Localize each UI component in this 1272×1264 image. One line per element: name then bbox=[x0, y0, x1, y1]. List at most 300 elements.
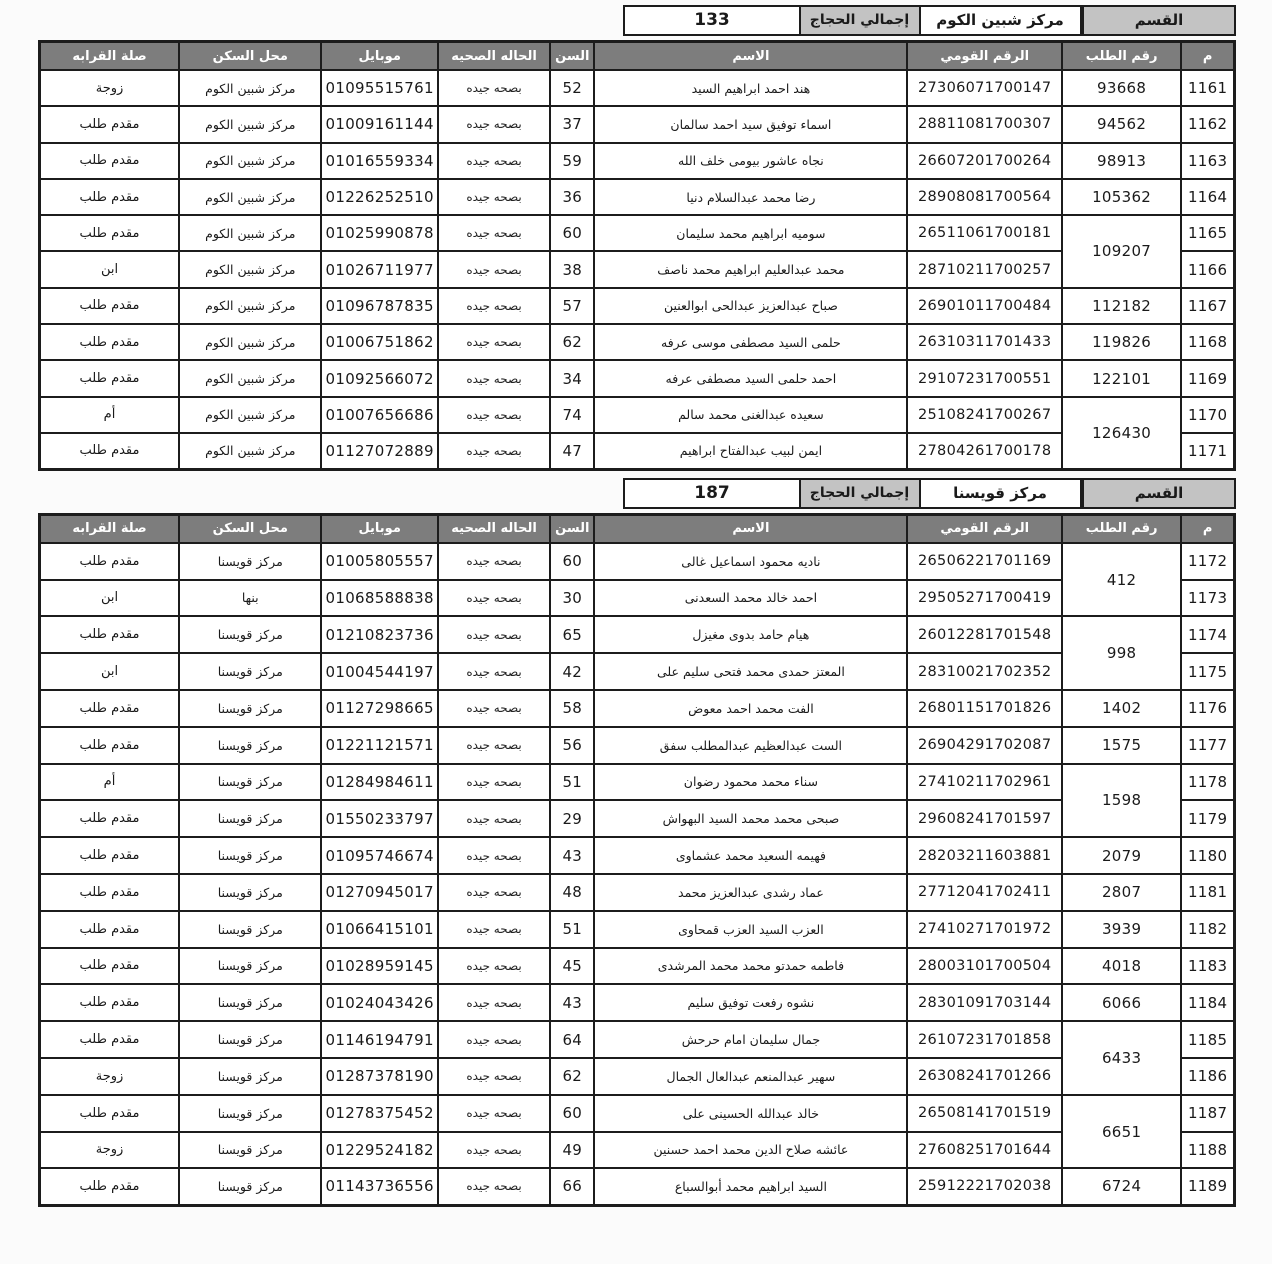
cell-age: 64 bbox=[550, 1021, 594, 1058]
col-header-nid: الرقم القومي bbox=[907, 42, 1062, 71]
cell-mobile: 01550233797 bbox=[321, 800, 437, 837]
cell-national-id: 26801151701826 bbox=[907, 690, 1062, 727]
cell-national-id: 29608241701597 bbox=[907, 800, 1062, 837]
cell-residence: مركز شبين الكوم bbox=[179, 143, 321, 179]
table-row bbox=[40, 143, 1235, 179]
cell-health-status: بصحه جيده bbox=[438, 360, 550, 396]
col-header-no: م bbox=[1181, 514, 1234, 543]
cell-row-number: 1168 bbox=[1181, 324, 1234, 360]
cell-national-id: 26508141701519 bbox=[907, 1095, 1062, 1132]
col-header-request: رقم الطلب bbox=[1062, 42, 1181, 71]
table-row bbox=[40, 215, 1235, 251]
cell-row-number: 1189 bbox=[1181, 1168, 1234, 1205]
col-header-age: السن bbox=[550, 42, 594, 71]
cell-age: 49 bbox=[550, 1132, 594, 1169]
cell-relationship: مقدم طلب bbox=[40, 360, 180, 396]
cell-name: صبحى محمد محمد السيد البهواش bbox=[594, 800, 907, 837]
cell-age: 56 bbox=[550, 727, 594, 764]
cell-national-id: 26308241701266 bbox=[907, 1058, 1062, 1095]
cell-age: 30 bbox=[550, 580, 594, 617]
table-row bbox=[40, 911, 1235, 948]
cell-national-id: 29107231700551 bbox=[907, 360, 1062, 396]
cell-name: عماد رشدى عبدالعزيز محمد bbox=[594, 874, 907, 911]
cell-residence: مركز شبين الكوم bbox=[179, 324, 321, 360]
cell-request-number: 112182 bbox=[1062, 288, 1181, 324]
cell-mobile: 01028959145 bbox=[321, 948, 437, 985]
cell-mobile: 01095515761 bbox=[321, 70, 437, 106]
cell-health-status: بصحه جيده bbox=[438, 948, 550, 985]
table-1-body bbox=[40, 70, 1235, 469]
cell-residence: مركز قويسنا bbox=[179, 1058, 321, 1095]
cell-name: فاطمه حمدتو محمد محمد المرشدى bbox=[594, 948, 907, 985]
cell-relationship: ابن bbox=[40, 580, 180, 617]
cell-request-number: 998 bbox=[1062, 616, 1181, 690]
table-row bbox=[40, 433, 1235, 469]
col-header-residence: محل السكن bbox=[179, 42, 321, 71]
cell-row-number: 1186 bbox=[1181, 1058, 1234, 1095]
cell-health-status: بصحه جيده bbox=[438, 324, 550, 360]
cell-row-number: 1185 bbox=[1181, 1021, 1234, 1058]
cell-row-number: 1177 bbox=[1181, 727, 1234, 764]
cell-request-number: 105362 bbox=[1062, 179, 1181, 215]
cell-health-status: بصحه جيده bbox=[438, 727, 550, 764]
cell-age: 62 bbox=[550, 324, 594, 360]
cell-name: احمد حلمى السيد مصطفى عرفه bbox=[594, 360, 907, 396]
cell-health-status: بصحه جيده bbox=[438, 433, 550, 469]
cell-residence: مركز قويسنا bbox=[179, 984, 321, 1021]
cell-health-status: بصحه جيده bbox=[438, 984, 550, 1021]
cell-residence: مركز قويسنا bbox=[179, 1021, 321, 1058]
cell-name: سهير عبدالمنعم عبدالعال الجمال bbox=[594, 1058, 907, 1095]
col-header-age: السن bbox=[550, 514, 594, 543]
cell-age: 43 bbox=[550, 984, 594, 1021]
cell-residence: مركز شبين الكوم bbox=[179, 251, 321, 287]
cell-residence: مركز قويسنا bbox=[179, 690, 321, 727]
table-row bbox=[40, 580, 1235, 617]
cell-relationship: مقدم طلب bbox=[40, 1021, 180, 1058]
pilgrims-table-section-2 bbox=[38, 513, 1236, 1207]
cell-row-number: 1188 bbox=[1181, 1132, 1234, 1169]
section-2-dept-label: القسم bbox=[1082, 478, 1236, 509]
table-row bbox=[40, 800, 1235, 837]
section-1-header-band bbox=[36, 5, 1236, 36]
cell-name: سعيده عبدالغنى محمد سالم bbox=[594, 397, 907, 433]
cell-mobile: 01095746674 bbox=[321, 837, 437, 874]
cell-row-number: 1181 bbox=[1181, 874, 1234, 911]
cell-health-status: بصحه جيده bbox=[438, 1132, 550, 1169]
section-2-total-value: 187 bbox=[623, 478, 801, 509]
cell-relationship: مقدم طلب bbox=[40, 800, 180, 837]
cell-mobile: 01009161144 bbox=[321, 106, 437, 142]
cell-request-number: 126430 bbox=[1062, 397, 1181, 470]
cell-relationship: مقدم طلب bbox=[40, 1168, 180, 1205]
pilgrims-table-section-1 bbox=[38, 40, 1236, 471]
col-header-relation: صلة القرابه bbox=[40, 514, 180, 543]
cell-residence: مركز شبين الكوم bbox=[179, 433, 321, 469]
table-row bbox=[40, 1168, 1235, 1205]
cell-relationship: مقدم طلب bbox=[40, 948, 180, 985]
cell-residence: مركز قويسنا bbox=[179, 800, 321, 837]
cell-row-number: 1174 bbox=[1181, 616, 1234, 653]
cell-request-number: 93668 bbox=[1062, 70, 1181, 106]
cell-mobile: 01127072889 bbox=[321, 433, 437, 469]
cell-row-number: 1164 bbox=[1181, 179, 1234, 215]
cell-mobile: 01278375452 bbox=[321, 1095, 437, 1132]
cell-row-number: 1173 bbox=[1181, 580, 1234, 617]
section-1-dept-label: القسم bbox=[1082, 5, 1236, 36]
cell-request-number: 6724 bbox=[1062, 1168, 1181, 1205]
cell-relationship: أم bbox=[40, 397, 180, 433]
cell-name: سناء محمد محمود رضوان bbox=[594, 764, 907, 801]
cell-relationship: مقدم طلب bbox=[40, 288, 180, 324]
table-row bbox=[40, 251, 1235, 287]
cell-age: 51 bbox=[550, 911, 594, 948]
cell-row-number: 1178 bbox=[1181, 764, 1234, 801]
table-row bbox=[40, 984, 1235, 1021]
table-row bbox=[40, 690, 1235, 727]
cell-request-number: 2079 bbox=[1062, 837, 1181, 874]
cell-name: السيد ابراهيم محمد أبوالسباع bbox=[594, 1168, 907, 1205]
cell-residence: مركز قويسنا bbox=[179, 1132, 321, 1169]
cell-residence: مركز شبين الكوم bbox=[179, 215, 321, 251]
cell-health-status: بصحه جيده bbox=[438, 215, 550, 251]
col-header-residence: محل السكن bbox=[179, 514, 321, 543]
cell-relationship: مقدم طلب bbox=[40, 179, 180, 215]
table-row bbox=[40, 106, 1235, 142]
section-2-dept-value: مركز قويسنا bbox=[918, 478, 1082, 509]
cell-age: 29 bbox=[550, 800, 594, 837]
cell-row-number: 1182 bbox=[1181, 911, 1234, 948]
cell-row-number: 1170 bbox=[1181, 397, 1234, 433]
cell-name: اسماء توفيق سيد احمد سالمان bbox=[594, 106, 907, 142]
cell-relationship: مقدم طلب bbox=[40, 616, 180, 653]
cell-name: هند احمد ابراهيم السيد bbox=[594, 70, 907, 106]
cell-request-number: 6433 bbox=[1062, 1021, 1181, 1095]
cell-name: سوميه ابراهيم محمد سليمان bbox=[594, 215, 907, 251]
cell-residence: مركز قويسنا bbox=[179, 653, 321, 690]
cell-request-number: 122101 bbox=[1062, 360, 1181, 396]
cell-health-status: بصحه جيده bbox=[438, 580, 550, 617]
cell-relationship: مقدم طلب bbox=[40, 984, 180, 1021]
cell-age: 36 bbox=[550, 179, 594, 215]
cell-age: 60 bbox=[550, 543, 594, 580]
table-row bbox=[40, 543, 1235, 580]
cell-health-status: بصحه جيده bbox=[438, 837, 550, 874]
cell-national-id: 28710211700257 bbox=[907, 251, 1062, 287]
col-header-mobile: موبايل bbox=[321, 42, 437, 71]
cell-residence: مركز شبين الكوم bbox=[179, 70, 321, 106]
table-row bbox=[40, 764, 1235, 801]
cell-request-number: 1402 bbox=[1062, 690, 1181, 727]
cell-mobile: 01004544197 bbox=[321, 653, 437, 690]
table-row bbox=[40, 1021, 1235, 1058]
cell-national-id: 26506221701169 bbox=[907, 543, 1062, 580]
cell-request-number: 2807 bbox=[1062, 874, 1181, 911]
table-1-header-row bbox=[40, 42, 1235, 71]
cell-health-status: بصحه جيده bbox=[438, 70, 550, 106]
table-row bbox=[40, 70, 1235, 106]
cell-health-status: بصحه جيده bbox=[438, 397, 550, 433]
table-row bbox=[40, 874, 1235, 911]
cell-residence: مركز قويسنا bbox=[179, 874, 321, 911]
cell-row-number: 1166 bbox=[1181, 251, 1234, 287]
cell-relationship: زوجة bbox=[40, 1132, 180, 1169]
section-1-total-value: 133 bbox=[623, 5, 801, 36]
cell-relationship: مقدم طلب bbox=[40, 143, 180, 179]
cell-mobile: 01024043426 bbox=[321, 984, 437, 1021]
cell-request-number: 3939 bbox=[1062, 911, 1181, 948]
cell-request-number: 1575 bbox=[1062, 727, 1181, 764]
cell-row-number: 1176 bbox=[1181, 690, 1234, 727]
cell-national-id: 27804261700178 bbox=[907, 433, 1062, 469]
cell-health-status: بصحه جيده bbox=[438, 764, 550, 801]
cell-residence: مركز شبين الكوم bbox=[179, 397, 321, 433]
table-2-body bbox=[40, 543, 1235, 1205]
cell-request-number: 119826 bbox=[1062, 324, 1181, 360]
cell-row-number: 1180 bbox=[1181, 837, 1234, 874]
cell-name: جمال سليمان امام حرحش bbox=[594, 1021, 907, 1058]
cell-age: 60 bbox=[550, 1095, 594, 1132]
section-1-dept-value: مركز شبين الكوم bbox=[918, 5, 1082, 36]
cell-national-id: 26107231701858 bbox=[907, 1021, 1062, 1058]
cell-mobile: 01284984611 bbox=[321, 764, 437, 801]
table-row bbox=[40, 1095, 1235, 1132]
cell-row-number: 1187 bbox=[1181, 1095, 1234, 1132]
cell-relationship: أم bbox=[40, 764, 180, 801]
cell-national-id: 28310021702352 bbox=[907, 653, 1062, 690]
cell-residence: مركز قويسنا bbox=[179, 837, 321, 874]
cell-name: المعتز حمدى محمد فتحى سليم على bbox=[594, 653, 907, 690]
cell-row-number: 1172 bbox=[1181, 543, 1234, 580]
cell-residence: مركز قويسنا bbox=[179, 727, 321, 764]
cell-request-number: 94562 bbox=[1062, 106, 1181, 142]
cell-mobile: 01226252510 bbox=[321, 179, 437, 215]
cell-mobile: 01025990878 bbox=[321, 215, 437, 251]
cell-relationship: مقدم طلب bbox=[40, 874, 180, 911]
table-row bbox=[40, 727, 1235, 764]
cell-name: ايمن لبيب عبدالفتاح ابراهيم bbox=[594, 433, 907, 469]
cell-name: رضا محمد عبدالسلام دنيا bbox=[594, 179, 907, 215]
cell-health-status: بصحه جيده bbox=[438, 911, 550, 948]
cell-residence: مركز قويسنا bbox=[179, 543, 321, 580]
cell-request-number: 412 bbox=[1062, 543, 1181, 617]
cell-health-status: بصحه جيده bbox=[438, 1095, 550, 1132]
cell-health-status: بصحه جيده bbox=[438, 800, 550, 837]
cell-national-id: 28908081700564 bbox=[907, 179, 1062, 215]
cell-request-number: 109207 bbox=[1062, 215, 1181, 288]
table-row bbox=[40, 397, 1235, 433]
section-2-total-label: إجمالي الحجاج bbox=[799, 478, 921, 509]
cell-request-number: 98913 bbox=[1062, 143, 1181, 179]
cell-age: 58 bbox=[550, 690, 594, 727]
cell-age: 51 bbox=[550, 764, 594, 801]
cell-health-status: بصحه جيده bbox=[438, 288, 550, 324]
table-row bbox=[40, 1058, 1235, 1095]
cell-national-id: 27410211702961 bbox=[907, 764, 1062, 801]
cell-mobile: 01092566072 bbox=[321, 360, 437, 396]
cell-national-id: 27712041702411 bbox=[907, 874, 1062, 911]
cell-request-number: 1598 bbox=[1062, 764, 1181, 838]
cell-relationship: مقدم طلب bbox=[40, 543, 180, 580]
cell-health-status: بصحه جيده bbox=[438, 616, 550, 653]
cell-name: نجاه عاشور بيومى خلف الله bbox=[594, 143, 907, 179]
cell-national-id: 28301091703144 bbox=[907, 984, 1062, 1021]
cell-row-number: 1162 bbox=[1181, 106, 1234, 142]
cell-age: 62 bbox=[550, 1058, 594, 1095]
cell-health-status: بصحه جيده bbox=[438, 143, 550, 179]
table-row bbox=[40, 948, 1235, 985]
cell-name: ناديه محمود اسماعيل غالى bbox=[594, 543, 907, 580]
cell-mobile: 01143736556 bbox=[321, 1168, 437, 1205]
cell-relationship: ابن bbox=[40, 653, 180, 690]
col-header-nid: الرقم القومي bbox=[907, 514, 1062, 543]
cell-health-status: بصحه جيده bbox=[438, 1168, 550, 1205]
cell-age: 37 bbox=[550, 106, 594, 142]
cell-national-id: 29505271700419 bbox=[907, 580, 1062, 617]
cell-name: الفت محمد احمد معوض bbox=[594, 690, 907, 727]
cell-mobile: 01127298665 bbox=[321, 690, 437, 727]
cell-name: صباح عبدالعزيز عبدالحى ابوالعنين bbox=[594, 288, 907, 324]
cell-request-number: 4018 bbox=[1062, 948, 1181, 985]
cell-mobile: 01287378190 bbox=[321, 1058, 437, 1095]
cell-name: هيام حامد بدوى مغيزل bbox=[594, 616, 907, 653]
cell-age: 60 bbox=[550, 215, 594, 251]
cell-residence: بنها bbox=[179, 580, 321, 617]
cell-relationship: زوجة bbox=[40, 70, 180, 106]
cell-request-number: 6651 bbox=[1062, 1095, 1181, 1169]
cell-row-number: 1167 bbox=[1181, 288, 1234, 324]
cell-relationship: مقدم طلب bbox=[40, 1095, 180, 1132]
cell-national-id: 26904291702087 bbox=[907, 727, 1062, 764]
cell-residence: مركز شبين الكوم bbox=[179, 360, 321, 396]
cell-name: الست عبدالعظيم عبدالمطلب سفق bbox=[594, 727, 907, 764]
section-2-header-band bbox=[36, 478, 1236, 509]
cell-row-number: 1184 bbox=[1181, 984, 1234, 1021]
cell-residence: مركز شبين الكوم bbox=[179, 106, 321, 142]
cell-national-id: 27410271701972 bbox=[907, 911, 1062, 948]
cell-national-id: 26012281701548 bbox=[907, 616, 1062, 653]
cell-name: العزب السيد العزب قمحاوى bbox=[594, 911, 907, 948]
cell-row-number: 1175 bbox=[1181, 653, 1234, 690]
cell-age: 38 bbox=[550, 251, 594, 287]
cell-mobile: 01270945017 bbox=[321, 874, 437, 911]
cell-mobile: 01229524182 bbox=[321, 1132, 437, 1169]
cell-health-status: بصحه جيده bbox=[438, 1058, 550, 1095]
cell-age: 43 bbox=[550, 837, 594, 874]
cell-mobile: 01210823736 bbox=[321, 616, 437, 653]
cell-national-id: 26511061700181 bbox=[907, 215, 1062, 251]
table-row bbox=[40, 653, 1235, 690]
cell-relationship: مقدم طلب bbox=[40, 215, 180, 251]
cell-row-number: 1165 bbox=[1181, 215, 1234, 251]
cell-residence: مركز قويسنا bbox=[179, 911, 321, 948]
cell-name: احمد خالد محمد السعدنى bbox=[594, 580, 907, 617]
cell-relationship: مقدم طلب bbox=[40, 690, 180, 727]
cell-relationship: زوجة bbox=[40, 1058, 180, 1095]
cell-row-number: 1179 bbox=[1181, 800, 1234, 837]
cell-residence: مركز قويسنا bbox=[179, 948, 321, 985]
cell-row-number: 1163 bbox=[1181, 143, 1234, 179]
cell-age: 42 bbox=[550, 653, 594, 690]
cell-health-status: بصحه جيده bbox=[438, 106, 550, 142]
cell-request-number: 6066 bbox=[1062, 984, 1181, 1021]
cell-age: 59 bbox=[550, 143, 594, 179]
table-row bbox=[40, 324, 1235, 360]
table-row bbox=[40, 837, 1235, 874]
col-header-request: رقم الطلب bbox=[1062, 514, 1181, 543]
cell-national-id: 25912221702038 bbox=[907, 1168, 1062, 1205]
cell-age: 66 bbox=[550, 1168, 594, 1205]
cell-name: نشوه رفعت توفيق سليم bbox=[594, 984, 907, 1021]
cell-age: 48 bbox=[550, 874, 594, 911]
cell-relationship: مقدم طلب bbox=[40, 433, 180, 469]
cell-name: محمد عبدالعليم ابراهيم محمد ناصف bbox=[594, 251, 907, 287]
col-header-name: الاسم bbox=[594, 514, 907, 543]
cell-health-status: بصحه جيده bbox=[438, 1021, 550, 1058]
cell-age: 57 bbox=[550, 288, 594, 324]
cell-mobile: 01068588838 bbox=[321, 580, 437, 617]
cell-residence: مركز قويسنا bbox=[179, 616, 321, 653]
cell-row-number: 1171 bbox=[1181, 433, 1234, 469]
cell-national-id: 26607201700264 bbox=[907, 143, 1062, 179]
cell-national-id: 28003101700504 bbox=[907, 948, 1062, 985]
cell-national-id: 28811081700307 bbox=[907, 106, 1062, 142]
cell-relationship: مقدم طلب bbox=[40, 106, 180, 142]
cell-mobile: 01005805557 bbox=[321, 543, 437, 580]
section-1-total-label: إجمالي الحجاج bbox=[799, 5, 921, 36]
cell-name: فهيمه السعيد محمد عشماوى bbox=[594, 837, 907, 874]
cell-age: 74 bbox=[550, 397, 594, 433]
cell-mobile: 01007656686 bbox=[321, 397, 437, 433]
table-row bbox=[40, 1132, 1235, 1169]
cell-national-id: 27608251701644 bbox=[907, 1132, 1062, 1169]
table-row bbox=[40, 360, 1235, 396]
cell-health-status: بصحه جيده bbox=[438, 874, 550, 911]
cell-age: 52 bbox=[550, 70, 594, 106]
cell-relationship: ابن bbox=[40, 251, 180, 287]
col-header-health: الحاله الصحيه bbox=[438, 514, 550, 543]
cell-relationship: مقدم طلب bbox=[40, 727, 180, 764]
cell-national-id: 26310311701433 bbox=[907, 324, 1062, 360]
cell-mobile: 01026711977 bbox=[321, 251, 437, 287]
cell-mobile: 01016559334 bbox=[321, 143, 437, 179]
col-header-health: الحاله الصحيه bbox=[438, 42, 550, 71]
cell-national-id: 28203211603881 bbox=[907, 837, 1062, 874]
cell-residence: مركز شبين الكوم bbox=[179, 288, 321, 324]
table-2-header-row bbox=[40, 514, 1235, 543]
cell-national-id: 26901011700484 bbox=[907, 288, 1062, 324]
cell-national-id: 25108241700267 bbox=[907, 397, 1062, 433]
col-header-name: الاسم bbox=[594, 42, 907, 71]
col-header-relation: صلة القرابه bbox=[40, 42, 180, 71]
cell-health-status: بصحه جيده bbox=[438, 543, 550, 580]
cell-relationship: مقدم طلب bbox=[40, 837, 180, 874]
cell-age: 65 bbox=[550, 616, 594, 653]
cell-name: خالد عبدالله الحسينى على bbox=[594, 1095, 907, 1132]
cell-mobile: 01066415101 bbox=[321, 911, 437, 948]
cell-mobile: 01006751862 bbox=[321, 324, 437, 360]
cell-mobile: 01146194791 bbox=[321, 1021, 437, 1058]
cell-age: 34 bbox=[550, 360, 594, 396]
cell-row-number: 1183 bbox=[1181, 948, 1234, 985]
cell-residence: مركز قويسنا bbox=[179, 764, 321, 801]
col-header-no: م bbox=[1181, 42, 1234, 71]
table-row bbox=[40, 179, 1235, 215]
cell-row-number: 1161 bbox=[1181, 70, 1234, 106]
cell-name: عائشه صلاح الدين محمد احمد حسنين bbox=[594, 1132, 907, 1169]
cell-health-status: بصحه جيده bbox=[438, 690, 550, 727]
cell-mobile: 01096787835 bbox=[321, 288, 437, 324]
